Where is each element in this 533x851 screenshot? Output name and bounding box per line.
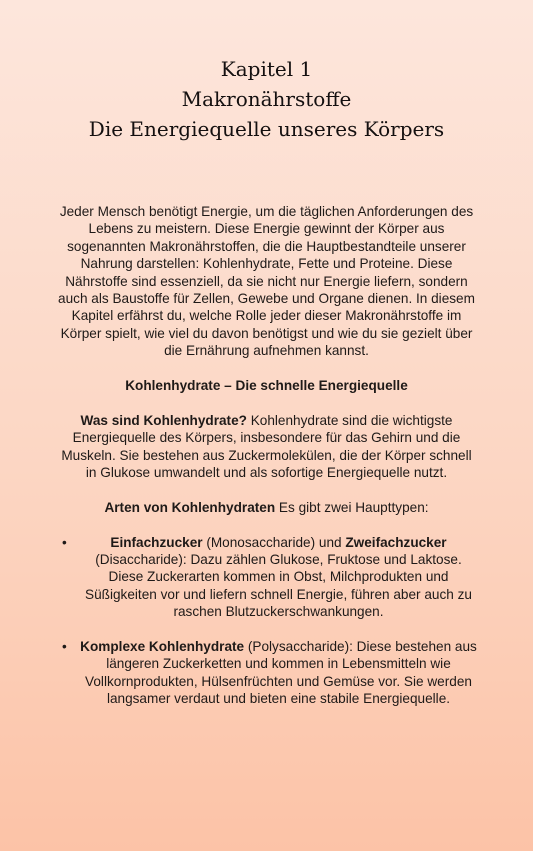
types-paragraph xyxy=(56,499,477,516)
bullet-2-bold-1: Komplexe Kohlenhydrate xyxy=(80,639,245,655)
list-item-complex-carbs xyxy=(56,638,477,708)
chapter-body xyxy=(56,203,477,708)
types-text: Es gibt zwei Haupttypen: xyxy=(275,499,429,515)
what-is-label: Was sind Kohlenhydrate? xyxy=(80,412,247,428)
section-title-text: Kohlenhydrate – Die schnelle Energiequelle xyxy=(125,378,408,394)
carbohydrate-types-list xyxy=(56,534,477,708)
chapter-subtitle: Die Energiequelle unseres Körpers xyxy=(88,117,445,141)
list-item-simple-sugars xyxy=(56,534,477,621)
types-label: Arten von Kohlenhydraten xyxy=(104,499,276,515)
what-is-paragraph xyxy=(56,412,477,482)
what-is-text: Kohlenhydrate sind die wichtigste Energiequelle des Körpers, insbesondere für das Gehirn und die Muskeln. Sie bestehen aus Zuckermolekülen, die der Körper schnell in Glukose umwandelt und als sofortige Energiequelle nutzt. xyxy=(61,412,472,481)
chapter-number: Kapitel 1 xyxy=(220,57,313,81)
section-title xyxy=(56,377,477,394)
bullet-1-bold-2: Zweifachzucker xyxy=(345,534,447,550)
chapter-title: Makronährstoffe xyxy=(181,87,352,111)
bullet-icon: • xyxy=(62,639,67,655)
intro-paragraph: Jeder Mensch benötigt Energie, um die täglichen Anforderungen des Lebens zu meistern. Diese Energie gewinnt der Körper aus sogenannten Makronährstoffen, die die Hauptbestandteile unserer Nahrung darstellen: Kohlenhydrate, Fette und Proteine. Diese Nährstoffe sind essenziell, da sie nicht nur Energie liefern, sondern auch als Baustoffe für Zellen, Gewebe und Organe dienen. In diesem Kapitel erfährst du, welche Rolle jeder dieser Makronährstoffe im Körper spielt, wie viel du davon benötigst und wie du sie gezielt über die Ernährung aufnehmen kannst. xyxy=(58,204,475,359)
bullet-2-text-1: (Polysaccharide): Diese bestehen aus längeren Zuckerketten und kommen in Lebensmitteln wie Vollkornprodukten, Hülsenfrüchten und Gemüse vor. Sie werden langsamer verdaut und bieten eine stabile Energiequelle. xyxy=(85,639,477,707)
chapter-heading xyxy=(0,54,533,144)
bullet-1-text-1: (Monosaccharide) und xyxy=(202,534,346,550)
bullet-1-bold-1: Einfachzucker xyxy=(110,534,203,550)
bullet-icon: • xyxy=(62,534,67,550)
list-spacer xyxy=(56,621,477,638)
bullet-1-text-2: (Disaccharide): Dazu zählen Glukose, Fruktose und Laktose. Diese Zuckerarten kommen in Obst, Milchprodukten und Süßigkeiten vor und liefern schnell Energie, führen aber auch zu raschen Blutzuckerschwankungen. xyxy=(85,552,472,620)
